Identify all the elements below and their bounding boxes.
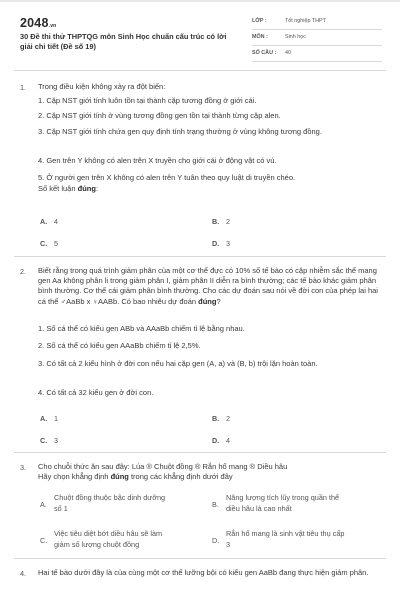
- question-divider: [14, 558, 386, 559]
- option-text-line: giảm số lượng chuột đồng: [54, 539, 140, 549]
- meta-value: 40: [285, 50, 291, 56]
- option-text: 4: [226, 436, 230, 445]
- logo-suffix: .vn: [48, 23, 57, 29]
- ask-emphasis: đúng: [110, 472, 129, 481]
- option-text: 1: [54, 414, 58, 423]
- ask-text: Số kết luận: [38, 184, 78, 193]
- option-b[interactable]: [212, 217, 230, 226]
- option-text: 2: [226, 217, 230, 226]
- option-b[interactable]: [212, 414, 230, 423]
- option-d-key[interactable]: D.: [212, 536, 220, 545]
- question-stem: Cho chuỗi thức ăn sau đây: Lúa ® Chuột đồng ® Rắn hổ mang ® Diều hâu: [38, 462, 288, 471]
- option-key: B.: [212, 217, 220, 226]
- option-c-key[interactable]: C.: [40, 536, 48, 545]
- option-text: 4: [54, 217, 58, 226]
- option-text: 2: [226, 414, 230, 423]
- question-number: 4.: [20, 569, 27, 578]
- logo-main: 2048: [20, 16, 49, 30]
- option-d[interactable]: [212, 239, 230, 248]
- option-c[interactable]: [40, 239, 58, 248]
- statement: 1. Số cá thể có kiểu gen ABb và AAaBb chiếm tỉ lệ bằng nhau.: [38, 324, 245, 333]
- option-text: 3: [54, 436, 58, 445]
- option-a[interactable]: [40, 414, 58, 423]
- question-number: 1.: [20, 83, 27, 92]
- option-text-line: Việc tiêu diệt bớt diều hâu sẽ làm: [54, 529, 163, 538]
- ask-emphasis: đúng: [77, 184, 96, 193]
- statement: 2. Số cá thể có kiểu gen AAaBb chiếm tỉ lệ 2,5%.: [38, 341, 201, 350]
- option-key: A.: [40, 217, 48, 226]
- option-key: B.: [212, 414, 220, 423]
- header-divider: [14, 70, 386, 71]
- meta-value: Sinh học: [285, 34, 306, 40]
- option-b-key[interactable]: B.: [212, 500, 219, 509]
- option-a[interactable]: [54, 493, 165, 514]
- question-number: 2.: [20, 267, 27, 276]
- statement: 4. Gen trên Y không có alen trên X truyền cho giới cái ở động vật có vú.: [38, 156, 277, 165]
- statement: 2. Cặp NST giới tính ở vùng tương đồng gen tồn tại thành từng cặp alen.: [38, 111, 281, 120]
- question-ask: [38, 184, 383, 194]
- option-text-line: diều hâu là cao nhất: [226, 503, 292, 513]
- document-meta: [252, 14, 382, 62]
- meta-value: Tốt nghiệp THPT: [285, 18, 326, 24]
- statement: 3. Cặp NST giới tính chứa gen quy định tính trạng thường ở vùng không tương đồng.: [38, 127, 322, 136]
- statement: 5. Ở người gen trên X không có alen trên Y tuân theo quy luật di truyền chéo.: [38, 173, 296, 182]
- option-text-line: số 1: [54, 503, 68, 513]
- stem-suffix: ?: [216, 296, 221, 306]
- option-c[interactable]: [40, 436, 58, 445]
- option-c[interactable]: [54, 529, 162, 550]
- option-text-line: Rắn hổ mang là sinh vật tiêu thụ cấp: [226, 529, 345, 538]
- question-divider: [14, 452, 386, 453]
- question-ask: [38, 472, 383, 482]
- option-text: 3: [226, 239, 230, 248]
- meta-key: MÔN :: [252, 34, 268, 40]
- option-text-line: Năng lượng tích lũy trong quần thể: [226, 493, 340, 502]
- option-text: 5: [54, 239, 58, 248]
- option-key: D.: [212, 436, 220, 445]
- option-d[interactable]: [212, 436, 230, 445]
- ask-suffix: :: [95, 184, 99, 193]
- option-text-line: 3: [226, 539, 231, 549]
- meta-key: LỚP :: [252, 18, 267, 24]
- statement: 4. Có tất cả 32 kiểu gen ở đời con.: [38, 388, 154, 397]
- option-key: A.: [40, 414, 48, 423]
- statement: 3. Có tất cả 2 kiểu hình ở đời con nếu hai cặp gen (A, a) và (B, b) trội lặn hoàn toàn.: [38, 359, 318, 368]
- option-d[interactable]: [226, 529, 344, 550]
- meta-key: SỐ CÂU :: [252, 50, 277, 56]
- question-stem: Hai tế bào dưới đây là của cùng một cơ thể lưỡng bội có kiểu gen AaBb đang thực hiện giảm phân.: [38, 568, 369, 577]
- option-key: D.: [212, 239, 220, 248]
- option-text-line: Chuột đồng thuộc bậc dinh dưỡng: [54, 493, 166, 502]
- question-stem: [38, 266, 383, 307]
- ask-suffix: trong các khẳng định dưới đây: [128, 472, 233, 481]
- ask-text: Hãy chọn khẳng định: [38, 472, 111, 481]
- option-a[interactable]: [40, 217, 58, 226]
- option-a-key[interactable]: A.: [40, 500, 47, 509]
- document-header: [0, 0, 400, 66]
- question-stem: Trong điều kiện không xảy ra đột biến:: [38, 82, 166, 91]
- document-title: 30 Đề thi thử THPTQG môn Sinh Học chuẩn cấu trúc có lời giải chi tiết (Đề số 19): [20, 32, 227, 51]
- stem-emphasis: đúng: [198, 296, 217, 306]
- meta-row-grade: [252, 14, 382, 30]
- site-logo[interactable]: [20, 16, 56, 30]
- option-key: C.: [40, 239, 48, 248]
- statement: 1. Cặp NST giới tính luôn tồn tại thành cặp tương đồng ở giới cái.: [38, 96, 257, 105]
- question-number: 3.: [20, 463, 27, 472]
- question-divider: [14, 256, 386, 257]
- option-key: C.: [40, 436, 48, 445]
- meta-row-subject: [252, 30, 382, 46]
- option-b[interactable]: [226, 493, 339, 514]
- meta-row-count: [252, 46, 382, 62]
- stem-text: Biết rằng trong quá trình giảm phân của một cơ thể đực có 10% số tế bào có cặp nhiễm sắc thể mang gen Aa không phân li trong giảm phân I, giảm phân II diễn ra bình thường; các tế bào khác giảm phân bình thường. Cơ thể cái giảm phân bình thường. Cho các dự đoán sau nói về đời con của phép lai hai cá thể ♂AaBb x ♀AABb. Có bao nhiêu dự đoán: [38, 266, 378, 306]
